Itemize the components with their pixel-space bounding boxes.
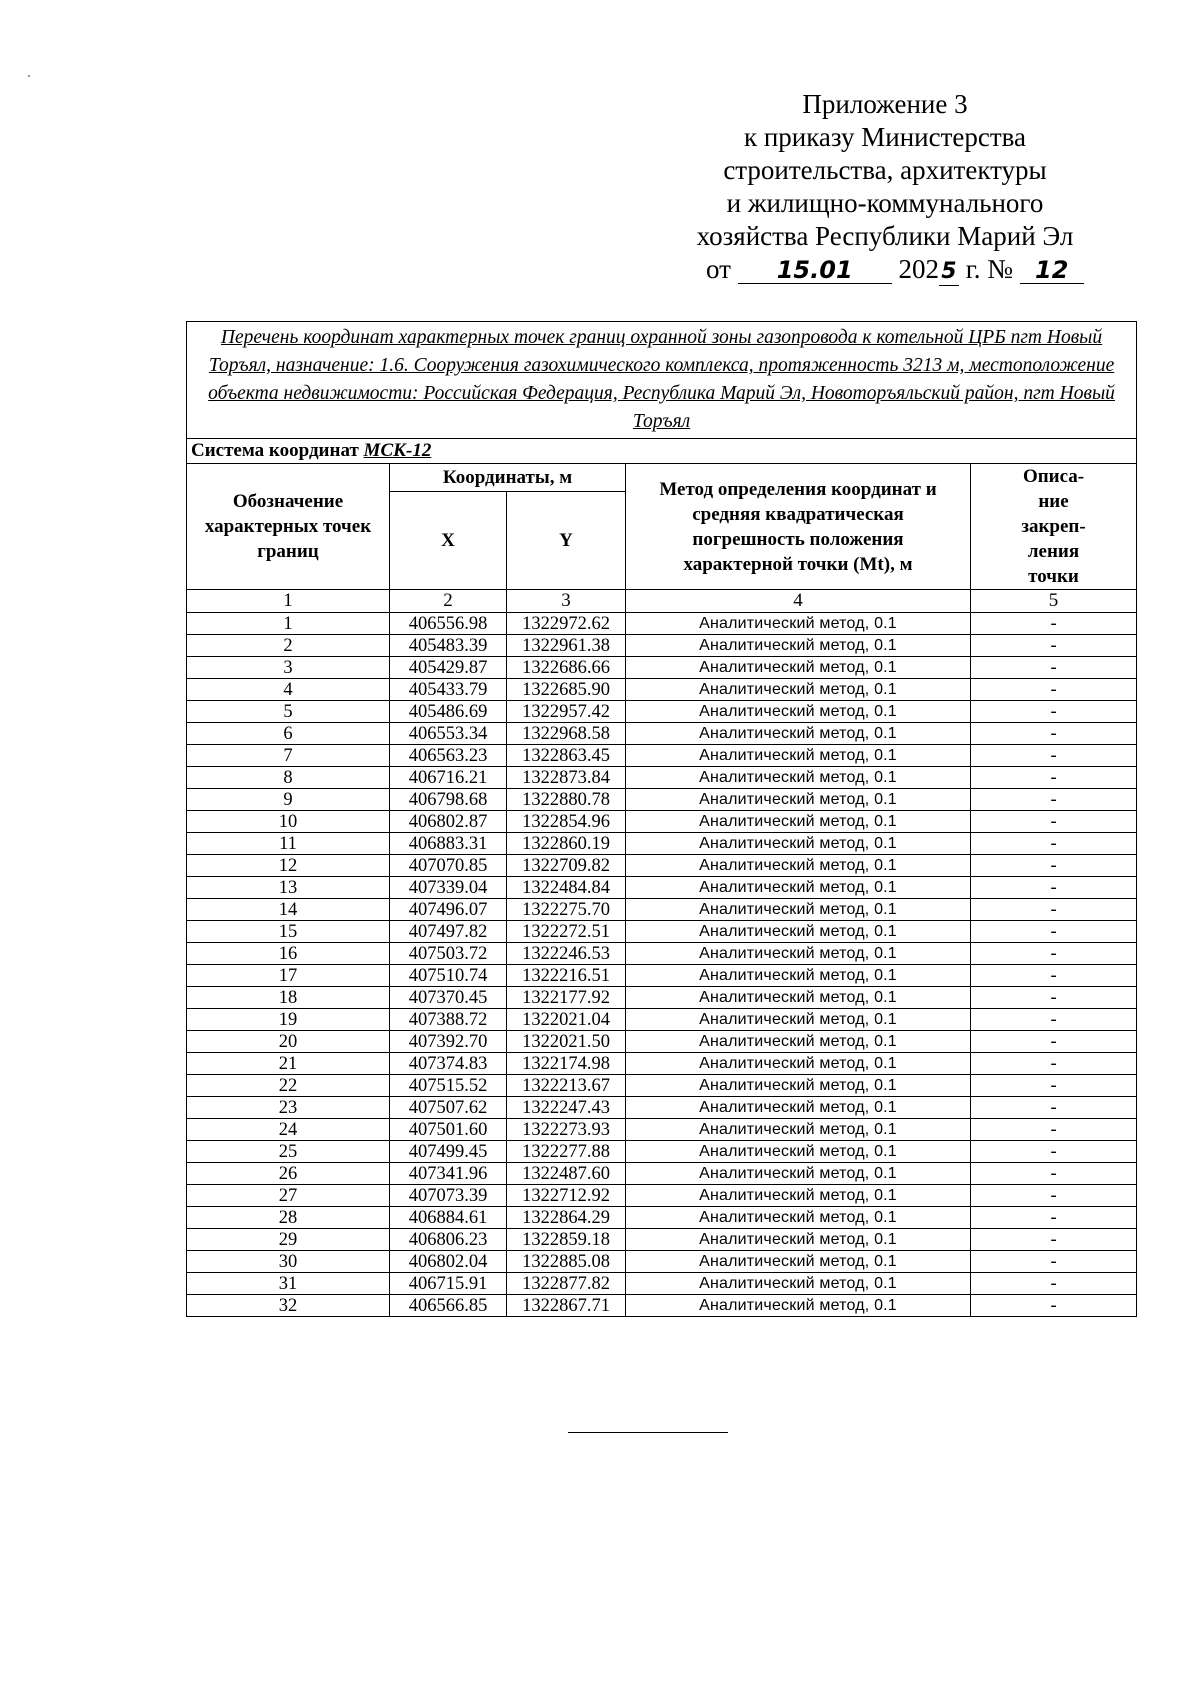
header-points: Обозначение характерных точек границ xyxy=(187,464,390,590)
table-row xyxy=(187,767,1137,789)
y-coordinate-cell: 1322275.70 xyxy=(507,899,626,921)
description-cell: - xyxy=(971,921,1137,943)
y-coordinate-cell: 1322877.82 xyxy=(507,1273,626,1295)
point-number-cell: 12 xyxy=(187,855,390,877)
x-coordinate-cell: 406802.04 xyxy=(390,1251,507,1273)
method-cell: Аналитический метод, 0.1 xyxy=(626,1251,971,1273)
y-coordinate-cell: 1322712.92 xyxy=(507,1185,626,1207)
point-number-cell: 4 xyxy=(187,679,390,701)
y-coordinate-cell: 1322859.18 xyxy=(507,1229,626,1251)
x-coordinate-cell: 407507.62 xyxy=(390,1097,507,1119)
y-coordinate-cell: 1322247.43 xyxy=(507,1097,626,1119)
coordinate-system-value: МСК-12 xyxy=(363,440,432,461)
description-cell: - xyxy=(971,1273,1137,1295)
y-coordinate-cell: 1322957.42 xyxy=(507,701,626,723)
handwritten-date: 15.01 xyxy=(738,257,892,284)
table-row xyxy=(187,921,1137,943)
order-ref-line: к приказу Министерства xyxy=(743,122,1027,152)
table-row xyxy=(187,811,1137,833)
point-number-cell: 6 xyxy=(187,723,390,745)
method-cell: Аналитический метод, 0.1 xyxy=(626,635,971,657)
y-coordinate-cell: 1322487.60 xyxy=(507,1163,626,1185)
table-row xyxy=(187,745,1137,767)
year-prefix: 202 xyxy=(898,254,939,284)
method-cell: Аналитический метод, 0.1 xyxy=(626,811,971,833)
method-cell: Аналитический метод, 0.1 xyxy=(626,1097,971,1119)
description-cell: - xyxy=(971,987,1137,1009)
table-row xyxy=(187,833,1137,855)
y-coordinate-cell: 1322246.53 xyxy=(507,943,626,965)
method-cell: Аналитический метод, 0.1 xyxy=(626,921,971,943)
y-coordinate-cell: 1322873.84 xyxy=(507,767,626,789)
table-row xyxy=(187,1229,1137,1251)
y-coordinate-cell: 1322484.84 xyxy=(507,877,626,899)
x-coordinate-cell: 407388.72 xyxy=(390,1009,507,1031)
method-cell: Аналитический метод, 0.1 xyxy=(626,1207,971,1229)
point-number-cell: 30 xyxy=(187,1251,390,1273)
column-number: 2 xyxy=(390,590,507,613)
x-coordinate-cell: 405433.79 xyxy=(390,679,507,701)
table-row xyxy=(187,899,1137,921)
method-cell: Аналитический метод, 0.1 xyxy=(626,767,971,789)
point-number-cell: 18 xyxy=(187,987,390,1009)
table-row xyxy=(187,723,1137,745)
table-row xyxy=(187,943,1137,965)
description-cell: - xyxy=(971,1075,1137,1097)
method-cell: Аналитический метод, 0.1 xyxy=(626,1141,971,1163)
handwritten-year-digit: 5 xyxy=(939,259,959,286)
point-number-cell: 15 xyxy=(187,921,390,943)
description-cell: - xyxy=(971,1009,1137,1031)
x-coordinate-cell: 405486.69 xyxy=(390,701,507,723)
header-method: Метод определения координат и средняя квадратическая погрешность положения характерной точки (Mt), м xyxy=(626,464,971,590)
point-number-cell: 32 xyxy=(187,1295,390,1317)
table-row xyxy=(187,1097,1137,1119)
table-row xyxy=(187,1273,1137,1295)
point-number-cell: 13 xyxy=(187,877,390,899)
table-row xyxy=(187,701,1137,723)
description-cell: - xyxy=(971,855,1137,877)
table-row xyxy=(187,987,1137,1009)
x-coordinate-cell: 405429.87 xyxy=(390,657,507,679)
x-coordinate-cell: 407503.72 xyxy=(390,943,507,965)
description-cell: - xyxy=(971,1207,1137,1229)
table-row xyxy=(187,1009,1137,1031)
point-number-cell: 2 xyxy=(187,635,390,657)
x-coordinate-cell: 407374.83 xyxy=(390,1053,507,1075)
table-row xyxy=(187,855,1137,877)
column-numbers-row xyxy=(187,590,1137,613)
point-number-cell: 26 xyxy=(187,1163,390,1185)
description-cell: - xyxy=(971,635,1137,657)
y-coordinate-cell: 1322685.90 xyxy=(507,679,626,701)
method-cell: Аналитический метод, 0.1 xyxy=(626,723,971,745)
method-cell: Аналитический метод, 0.1 xyxy=(626,745,971,767)
y-coordinate-cell: 1322273.93 xyxy=(507,1119,626,1141)
point-number-cell: 8 xyxy=(187,767,390,789)
description-cell: - xyxy=(971,1251,1137,1273)
method-cell: Аналитический метод, 0.1 xyxy=(626,701,971,723)
table-title: Перечень координат характерных точек границ охранной зоны газопровода к котельной ЦРБ пгт Новый Торъял, назначение: 1.6. Сооружения газохимического комплекса, протяженность 3213 м, местоположение объекта недвижимости: Российская Федерация, Республика Марий Эл, Новоторъяльский район, пгт Новый Торъял xyxy=(187,322,1137,439)
description-cell: - xyxy=(971,1053,1137,1075)
description-cell: - xyxy=(971,701,1137,723)
method-cell: Аналитический метод, 0.1 xyxy=(626,1295,971,1317)
y-coordinate-cell: 1322174.98 xyxy=(507,1053,626,1075)
date-prefix: от xyxy=(706,254,731,284)
x-coordinate-cell: 406563.23 xyxy=(390,745,507,767)
x-coordinate-cell: 407392.70 xyxy=(390,1031,507,1053)
coordinate-system-label: Система координат xyxy=(191,440,359,461)
table-row xyxy=(187,1295,1137,1317)
column-number: 1 xyxy=(187,590,390,613)
y-coordinate-cell: 1322686.66 xyxy=(507,657,626,679)
method-cell: Аналитический метод, 0.1 xyxy=(626,855,971,877)
description-cell: - xyxy=(971,1097,1137,1119)
x-coordinate-cell: 407499.45 xyxy=(390,1141,507,1163)
table-row xyxy=(187,1163,1137,1185)
description-cell: - xyxy=(971,679,1137,701)
point-number-cell: 25 xyxy=(187,1141,390,1163)
table-row xyxy=(187,657,1137,679)
appendix-title: Приложение 3 xyxy=(802,89,968,119)
table-row xyxy=(187,789,1137,811)
description-cell: - xyxy=(971,767,1137,789)
point-number-cell: 21 xyxy=(187,1053,390,1075)
table-row xyxy=(187,1053,1137,1075)
method-cell: Аналитический метод, 0.1 xyxy=(626,899,971,921)
y-coordinate-cell: 1322867.71 xyxy=(507,1295,626,1317)
x-coordinate-cell: 407496.07 xyxy=(390,899,507,921)
x-coordinate-cell: 406884.61 xyxy=(390,1207,507,1229)
y-coordinate-cell: 1322961.38 xyxy=(507,635,626,657)
x-coordinate-cell: 406798.68 xyxy=(390,789,507,811)
y-coordinate-cell: 1322885.08 xyxy=(507,1251,626,1273)
coordinate-system xyxy=(187,439,1137,464)
point-number-cell: 1 xyxy=(187,613,390,635)
y-coordinate-cell: 1322972.62 xyxy=(507,613,626,635)
table-row xyxy=(187,1185,1137,1207)
description-cell: - xyxy=(971,1295,1137,1317)
table-row xyxy=(187,1141,1137,1163)
y-coordinate-cell: 1322021.50 xyxy=(507,1031,626,1053)
description-cell: - xyxy=(971,833,1137,855)
method-cell: Аналитический метод, 0.1 xyxy=(626,1053,971,1075)
point-number-cell: 16 xyxy=(187,943,390,965)
point-number-cell: 9 xyxy=(187,789,390,811)
end-divider xyxy=(568,1432,728,1433)
point-number-cell: 31 xyxy=(187,1273,390,1295)
x-coordinate-cell: 407070.85 xyxy=(390,855,507,877)
method-cell: Аналитический метод, 0.1 xyxy=(626,1009,971,1031)
table-row xyxy=(187,1251,1137,1273)
method-cell: Аналитический метод, 0.1 xyxy=(626,877,971,899)
y-coordinate-cell: 1322860.19 xyxy=(507,833,626,855)
description-cell: - xyxy=(971,899,1137,921)
point-number-cell: 22 xyxy=(187,1075,390,1097)
x-coordinate-cell: 405483.39 xyxy=(390,635,507,657)
description-cell: - xyxy=(971,1119,1137,1141)
point-number-cell: 10 xyxy=(187,811,390,833)
description-cell: - xyxy=(971,1185,1137,1207)
description-cell: - xyxy=(971,1163,1137,1185)
method-cell: Аналитический метод, 0.1 xyxy=(626,1273,971,1295)
point-number-cell: 11 xyxy=(187,833,390,855)
x-coordinate-cell: 407370.45 xyxy=(390,987,507,1009)
x-coordinate-cell: 406883.31 xyxy=(390,833,507,855)
point-number-cell: 5 xyxy=(187,701,390,723)
y-coordinate-cell: 1322177.92 xyxy=(507,987,626,1009)
y-coordinate-cell: 1322216.51 xyxy=(507,965,626,987)
point-number-cell: 20 xyxy=(187,1031,390,1053)
description-cell: - xyxy=(971,613,1137,635)
method-cell: Аналитический метод, 0.1 xyxy=(626,1119,971,1141)
point-number-cell: 27 xyxy=(187,1185,390,1207)
y-coordinate-cell: 1322854.96 xyxy=(507,811,626,833)
y-coordinate-cell: 1322880.78 xyxy=(507,789,626,811)
point-number-cell: 24 xyxy=(187,1119,390,1141)
description-cell: - xyxy=(971,943,1137,965)
point-number-cell: 3 xyxy=(187,657,390,679)
description-cell: - xyxy=(971,1229,1137,1251)
description-cell: - xyxy=(971,1031,1137,1053)
description-cell: - xyxy=(971,657,1137,679)
x-coordinate-cell: 407339.04 xyxy=(390,877,507,899)
point-number-cell: 14 xyxy=(187,899,390,921)
appendix-header xyxy=(640,88,1130,286)
method-cell: Аналитический метод, 0.1 xyxy=(626,1185,971,1207)
description-cell: - xyxy=(971,811,1137,833)
column-number: 5 xyxy=(971,590,1137,613)
table-row xyxy=(187,1031,1137,1053)
table-row xyxy=(187,635,1137,657)
point-number-cell: 28 xyxy=(187,1207,390,1229)
method-cell: Аналитический метод, 0.1 xyxy=(626,987,971,1009)
coordinates-table xyxy=(186,321,1137,1317)
ministry-line-3: хозяйства Республики Марий Эл xyxy=(696,221,1074,251)
y-coordinate-cell: 1322021.04 xyxy=(507,1009,626,1031)
x-coordinate-cell: 406802.87 xyxy=(390,811,507,833)
y-coordinate-cell: 1322864.29 xyxy=(507,1207,626,1229)
description-cell: - xyxy=(971,877,1137,899)
x-coordinate-cell: 407510.74 xyxy=(390,965,507,987)
y-coordinate-cell: 1322863.45 xyxy=(507,745,626,767)
description-cell: - xyxy=(971,745,1137,767)
scan-speck xyxy=(28,75,30,77)
header-x: X xyxy=(390,492,507,590)
description-cell: - xyxy=(971,965,1137,987)
x-coordinate-cell: 406556.98 xyxy=(390,613,507,635)
description-cell: - xyxy=(971,789,1137,811)
point-number-cell: 23 xyxy=(187,1097,390,1119)
x-coordinate-cell: 407341.96 xyxy=(390,1163,507,1185)
method-cell: Аналитический метод, 0.1 xyxy=(626,1031,971,1053)
date-number-line xyxy=(640,253,1130,286)
column-number: 3 xyxy=(507,590,626,613)
ministry-line-2: и жилищно-коммунального xyxy=(726,188,1044,218)
method-cell: Аналитический метод, 0.1 xyxy=(626,1075,971,1097)
y-coordinate-cell: 1322277.88 xyxy=(507,1141,626,1163)
method-cell: Аналитический метод, 0.1 xyxy=(626,657,971,679)
method-cell: Аналитический метод, 0.1 xyxy=(626,679,971,701)
table-row xyxy=(187,1075,1137,1097)
description-cell: - xyxy=(971,1141,1137,1163)
method-cell: Аналитический метод, 0.1 xyxy=(626,833,971,855)
header-coordinates: Координаты, м xyxy=(390,464,626,492)
y-coordinate-cell: 1322709.82 xyxy=(507,855,626,877)
handwritten-order-number: 12 xyxy=(1020,257,1084,284)
y-coordinate-cell: 1322968.58 xyxy=(507,723,626,745)
table-body xyxy=(187,613,1137,1317)
table-row xyxy=(187,877,1137,899)
header-y: Y xyxy=(507,492,626,590)
number-prefix: г. № xyxy=(965,254,1013,284)
description-cell: - xyxy=(971,723,1137,745)
point-number-cell: 7 xyxy=(187,745,390,767)
header-description: Описа-ние закреп-ления точки xyxy=(971,464,1137,590)
table-row xyxy=(187,1207,1137,1229)
table-row xyxy=(187,1119,1137,1141)
x-coordinate-cell: 407073.39 xyxy=(390,1185,507,1207)
x-coordinate-cell: 406716.21 xyxy=(390,767,507,789)
x-coordinate-cell: 407501.60 xyxy=(390,1119,507,1141)
method-cell: Аналитический метод, 0.1 xyxy=(626,1163,971,1185)
x-coordinate-cell: 406553.34 xyxy=(390,723,507,745)
table-row xyxy=(187,613,1137,635)
x-coordinate-cell: 406715.91 xyxy=(390,1273,507,1295)
method-cell: Аналитический метод, 0.1 xyxy=(626,789,971,811)
y-coordinate-cell: 1322272.51 xyxy=(507,921,626,943)
point-number-cell: 29 xyxy=(187,1229,390,1251)
method-cell: Аналитический метод, 0.1 xyxy=(626,943,971,965)
x-coordinate-cell: 407497.82 xyxy=(390,921,507,943)
method-cell: Аналитический метод, 0.1 xyxy=(626,613,971,635)
point-number-cell: 19 xyxy=(187,1009,390,1031)
table-row xyxy=(187,679,1137,701)
x-coordinate-cell: 406566.85 xyxy=(390,1295,507,1317)
ministry-line-1: строительства, архитектуры xyxy=(723,155,1047,185)
column-number: 4 xyxy=(626,590,971,613)
point-number-cell: 17 xyxy=(187,965,390,987)
x-coordinate-cell: 406806.23 xyxy=(390,1229,507,1251)
y-coordinate-cell: 1322213.67 xyxy=(507,1075,626,1097)
method-cell: Аналитический метод, 0.1 xyxy=(626,965,971,987)
x-coordinate-cell: 407515.52 xyxy=(390,1075,507,1097)
table-row xyxy=(187,965,1137,987)
method-cell: Аналитический метод, 0.1 xyxy=(626,1229,971,1251)
